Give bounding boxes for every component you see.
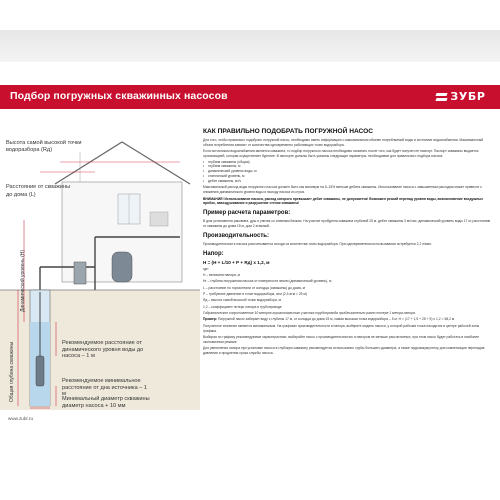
- section-heading-pressure: Напор:: [203, 250, 224, 257]
- top-background: [0, 0, 500, 62]
- label-height: Высота самой высокой точки водоразбора (Rд): [6, 140, 82, 153]
- paragraph-productivity: Производительность насоса рассчитывается исходя из количества точек водоразбора. При одновременном использовании потребуется 2,2 л/мин.: [203, 241, 433, 246]
- paragraph-last-2: Выбирая по графику рекомендуемые характеристики, выбирайте насос с производительностью и напором не меньше рассчитанных, при этом насос будет работать в наиболее экономичном режиме.: [203, 335, 480, 344]
- definition-item: L – расстояние по горизонтали от колодца (скважины) до дома, м: [203, 285, 305, 290]
- definition-item: Р – требуемое давление в точке водоразбора, атм (2,5 атм = 25 м): [203, 292, 307, 297]
- pressure-formula: H = (Н + L/10 + Р + Rд) х 1,2, м: [203, 260, 270, 266]
- footer-site: www.zubr.ru: [8, 416, 34, 421]
- definition-item: Н – величина напора, м: [203, 273, 240, 278]
- label-total-depth: Общая глубина скважины: [9, 341, 15, 402]
- example2-text: Погружной насос забирает воду с глубины 17 м, от колодца до дома 15 м, самая высокая точка водоразбора – 5 м. Н = (17 + 1,5 + 25 + 5) х 1,2 = 58,2 м: [217, 317, 455, 322]
- definitions-list: [203, 273, 493, 310]
- paragraph-last-3: Для увеличения напора при установке насоса в глубокую скважину рекомендуется использовать трубы большего диаметра, а также гидроаккумулятор для компенсации перепадов давления и продления срока службы насоса.: [203, 346, 485, 356]
- paragraph-intro: Для того, чтобы правильно подобрать погружной насос, необходимо иметь информацию о максимальном объеме потребляемой воды и источнике водоснабжения. Максимальный объем потребления зависит от количества одновременно работающих точек водоразбора.: [203, 137, 484, 147]
- label-rec-dynamic: Рекомендуемое расстояние от динамического уровня воды до насоса – 1 м: [62, 340, 144, 360]
- label-min-diameter: Минимальный диаметр скважины диаметр насоса + 10 мм: [62, 396, 150, 409]
- brand-logo: [432, 87, 490, 106]
- section-heading-main: КАК ПРАВИЛЬНО ПОДОБРАТЬ ПОГРУЖНОЙ НАСОС: [203, 128, 374, 135]
- label-distance-1: Расстояние от скважины: [6, 184, 71, 190]
- list-item: • глубина скважины, м: [203, 164, 493, 169]
- well-diagram: [0, 112, 200, 410]
- paragraph-flow: Максимальный расход воды погружного насоса должен быть как минимум на 5–15% меньше дебита скважины. Использование насоса с завышенным расходом может привести к снижению динамического уровня воды и выходу насоса из строя.: [203, 185, 482, 195]
- well-illustration: [0, 112, 200, 410]
- label-dynamic-level: Динамический уровень (H): [20, 249, 26, 312]
- paragraph-attention: ВНИМАНИЕ! Использование насоса, расход которого превышает дебит скважины, не допускается! Возможен резкий перепад уровня воды, возникновение воздушных пробок, завоздушивание и разрушение стенок скважины!: [203, 196, 483, 206]
- logo-mark-icon: [436, 91, 447, 102]
- paragraph-note: Гидравлическое сопротивление 10 метров горизонтального участка трубопровода приблизительно равно потере 1 метра напора.: [203, 311, 416, 316]
- list-item: • дебит скважины, м³/ч: [203, 179, 493, 184]
- pressure-tank-icon: [112, 252, 132, 282]
- list-item: • динамический уровень воды, м: [203, 169, 493, 174]
- content-column: [203, 124, 493, 356]
- definition-item: Rд – высота самой высокой точки водоразбора, м: [203, 298, 281, 303]
- bottom-background: [0, 428, 500, 500]
- paragraph-example: В дом установлена раковина, душ и унитаз со сливным бачком. На участке пробурена скважина глубиной 25 м, дебит скважины 3 м³/час; динамический уровень воды 17 м; расстояние от скважины до дома 15 м, дом 2 этажный.: [203, 219, 491, 229]
- definition-item: Нг – глубина погружения насоса от поверхности земли (динамический уровень), м: [203, 279, 332, 284]
- list-item: • статический уровень, м: [203, 174, 493, 179]
- label-rec-bottom: Рекомендуемое минимальное расстояние от дна источника – 1 м: [62, 378, 148, 398]
- logo-text: ЗУБР: [450, 90, 486, 103]
- paragraph-last-1: Полученное значение является минимальным. На графиках производительности и напора, выберите модель насоса, у которой рабочая точка находится в центре рабочей зоны графика.: [203, 323, 480, 333]
- paragraph-example2: [203, 317, 493, 322]
- list-item: • глубина скважины (общая): [203, 160, 493, 165]
- passport-list: [203, 160, 493, 184]
- pump-icon: [36, 356, 44, 386]
- page-title: Подбор погружных скважинных насосов: [10, 90, 228, 102]
- section-heading-productivity: Производительность:: [203, 232, 269, 239]
- definition-item: 1,2 – коэффициент потерь напора в трубопроводе: [203, 304, 282, 309]
- paragraph-passport: Если источником водоснабжения является скважина, то подбор погружного насоса необходимо начинать после того, как будет получен ее паспорт. Паспорт скважины выдается организацией, которая осуществляет бурение. В паспорте должны быть указаны следующие параметры, необходимые для правильного подбора насоса:: [203, 148, 479, 158]
- example2-label: Пример:: [203, 317, 217, 322]
- section-heading-example: Пример расчета параметров:: [203, 210, 291, 217]
- label-distance-2: до дома (L): [6, 192, 36, 198]
- where-label: где:: [203, 266, 209, 271]
